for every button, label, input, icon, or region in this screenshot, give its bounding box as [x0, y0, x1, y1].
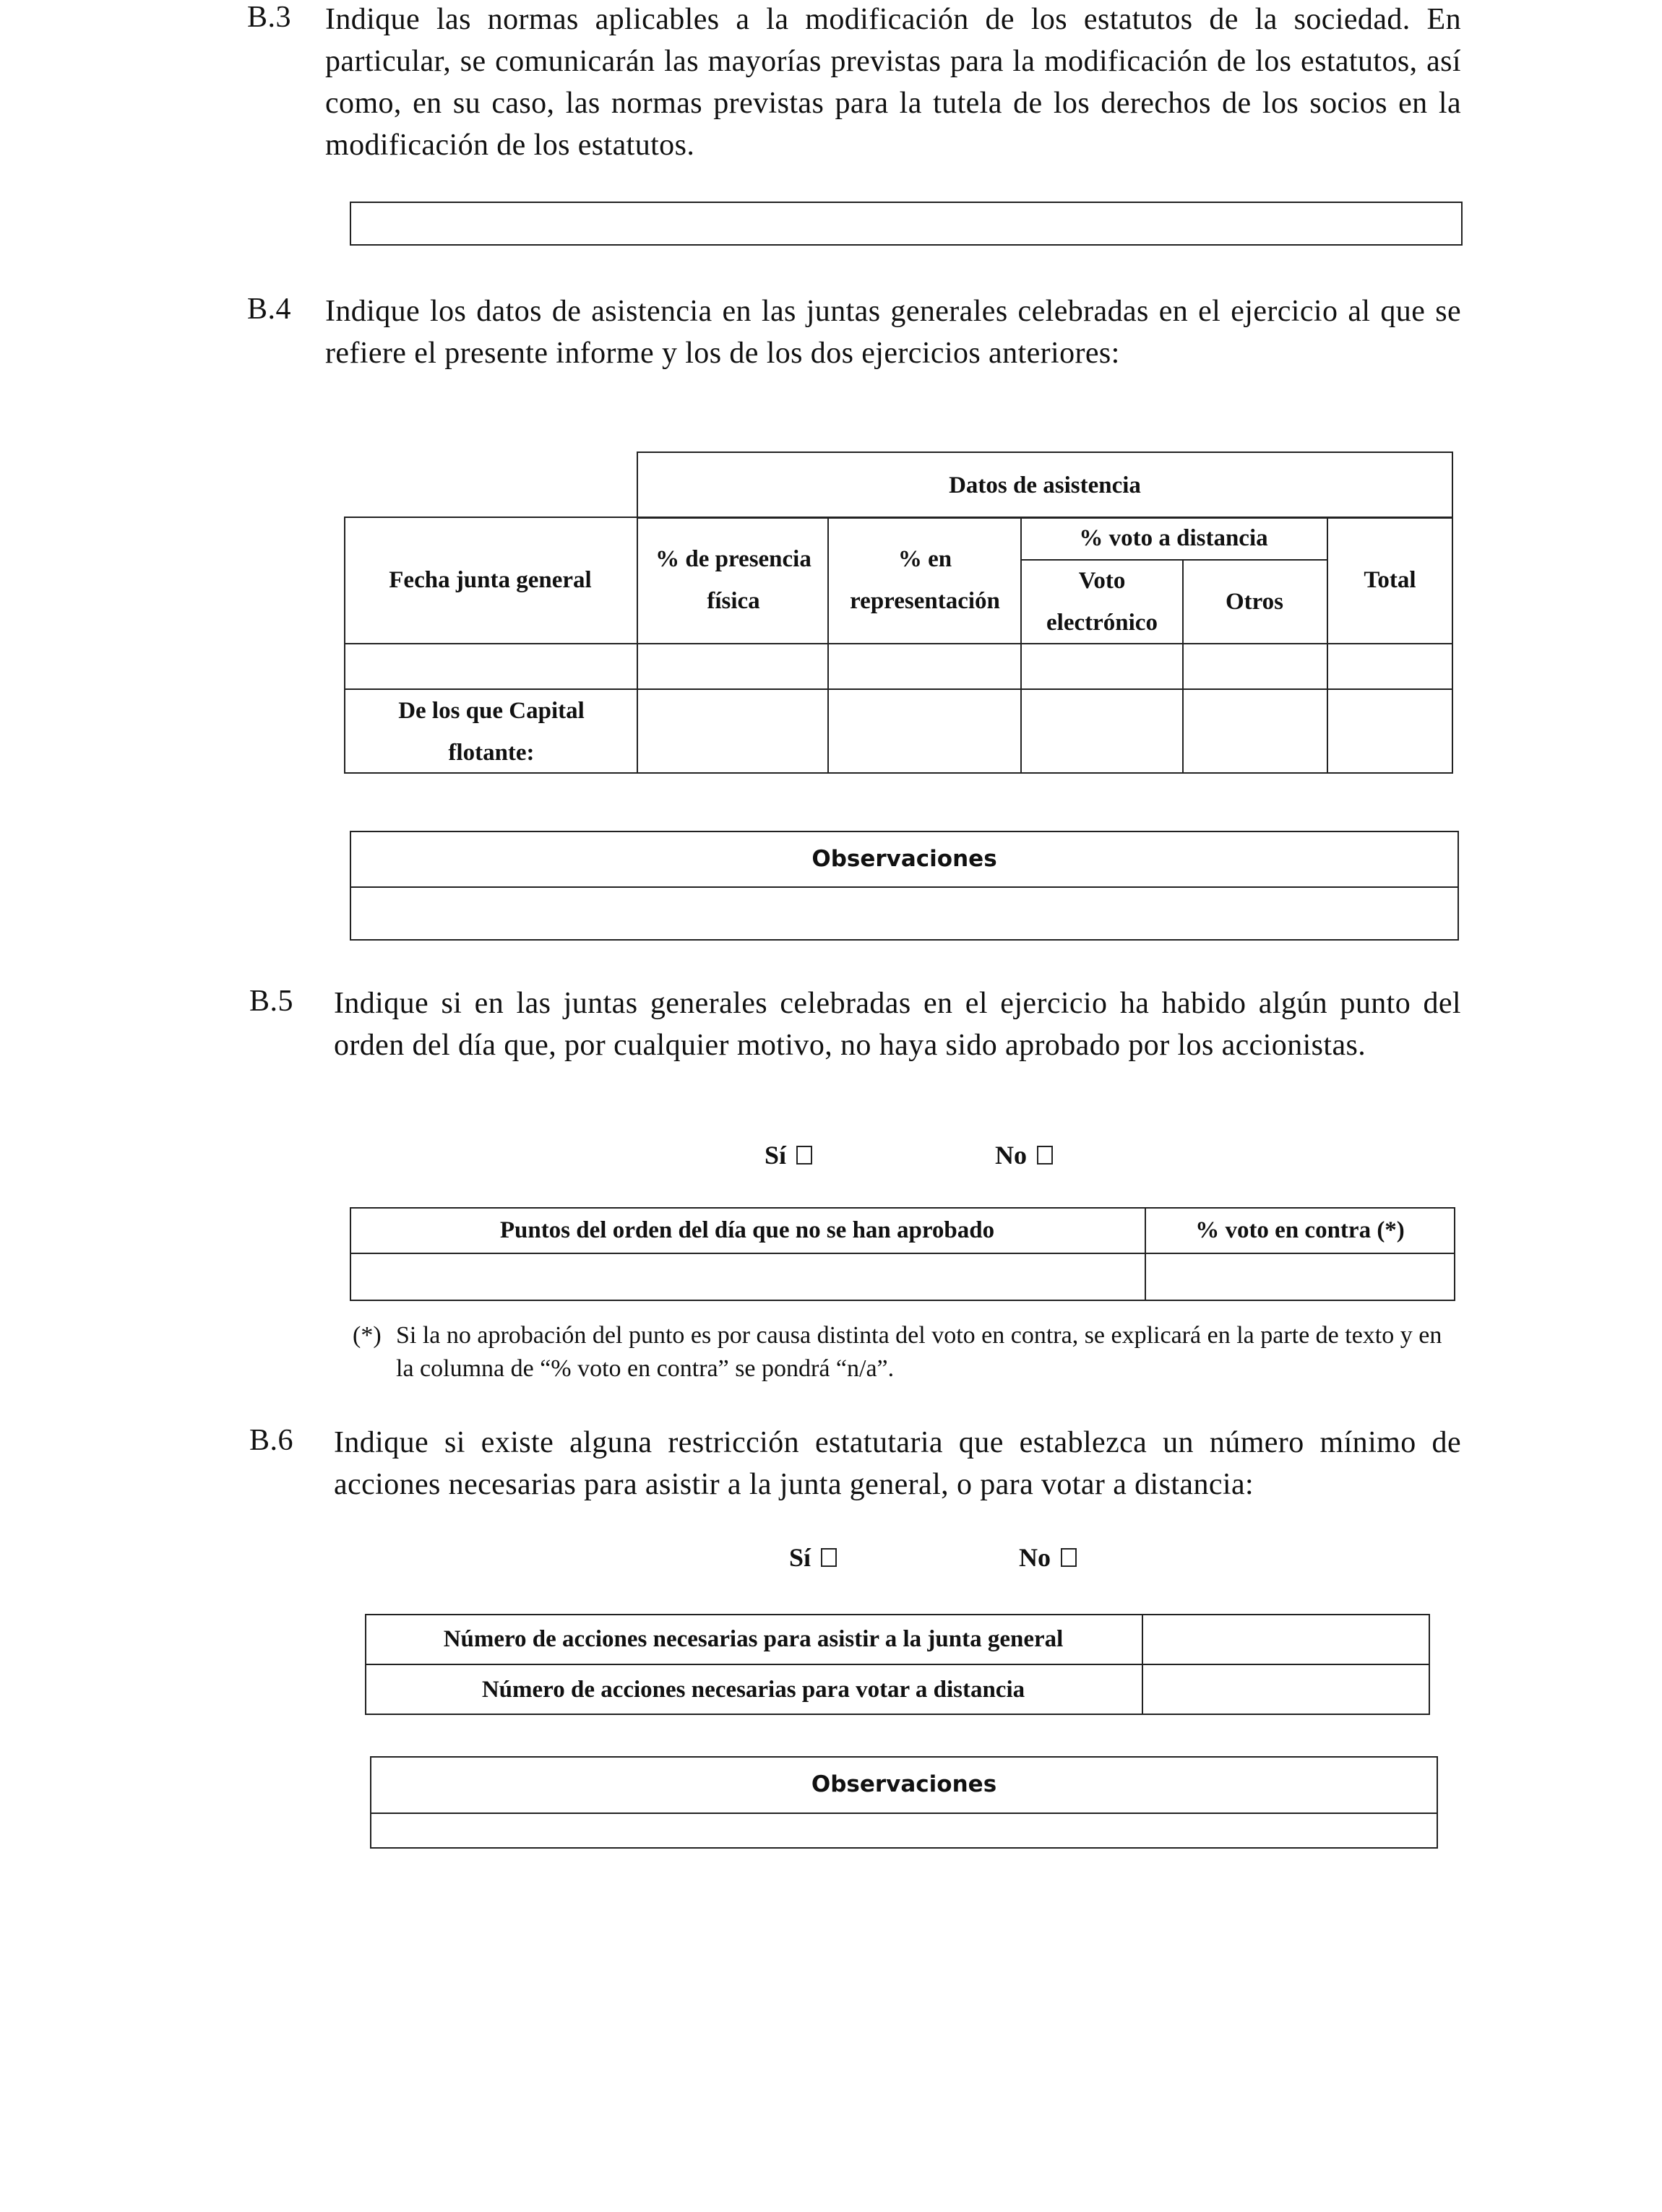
section-text-b3: Indique las normas aplicables a la modificación de los estatutos de la sociedad. En particular, se comunicarán las mayorías previstas para la modificación de los estatutos, así como, en su caso, las normas previstas para la tutela de los derechos de los socios en la modificación de los estatutos.: [325, 3, 1461, 162]
observaciones-input-b6[interactable]: [371, 1815, 1437, 1847]
cell-total[interactable]: [1328, 644, 1452, 687]
footnote-text: Si la no aprobación del punto es por causa distinta del voto en contra, se explicará en la parte de texto y en la columna de “% voto en contra” se pondrá “n/a”.: [396, 1322, 1442, 1382]
observaciones-divider: [350, 886, 1459, 888]
answer-box-b3[interactable]: [350, 202, 1463, 246]
section-code-b4: B.4: [247, 293, 292, 326]
option-si-label: Sí: [765, 1141, 787, 1170]
observaciones-input-b4[interactable]: [351, 889, 1458, 939]
option-no-b5[interactable]: [995, 1140, 1053, 1170]
checkbox-icon: [821, 1548, 837, 1567]
cell-cf-presencia[interactable]: [638, 690, 826, 772]
cell-cf-voto-electronico[interactable]: [1022, 690, 1181, 772]
col-divider: [1142, 1614, 1143, 1715]
section-code-b3: B.3: [247, 1, 292, 34]
row-acciones-asistir: Número de acciones necesarias para asistir a la junta general: [443, 1625, 1064, 1652]
section-text-b5: Indique si en las juntas generales celebradas en el ejercicio ha habido algún punto del orden del día que, por cualquier motivo, no haya sido aprobado por los accionistas.: [334, 987, 1461, 1062]
col-representacion: % en representación: [850, 545, 1000, 614]
col-otros: Otros: [1225, 589, 1284, 615]
col-total: Total: [1364, 566, 1416, 593]
footnote-mark: (*): [353, 1322, 382, 1349]
col-presencia-fisica: % de presencia física: [655, 545, 811, 614]
section-code-b5: B.5: [249, 985, 294, 1018]
section-text-b6: Indique si existe alguna restricción estatutaria que establezca un número mínimo de acciones necesarias para asistir a la junta general, o para votar a distancia:: [334, 1426, 1461, 1501]
cell-puntos[interactable]: [351, 1255, 1143, 1300]
observaciones-header-b6: Observaciones: [811, 1771, 997, 1797]
col-fecha-junta: Fecha junta general: [389, 566, 592, 593]
row-divider: [350, 1253, 1455, 1254]
row-capital-flotante: De los que Capital flotante:: [398, 698, 585, 766]
cell-voto-electronico[interactable]: [1022, 644, 1181, 687]
cell-presencia[interactable]: [638, 644, 826, 687]
attendance-group-header: Datos de asistencia: [949, 472, 1141, 498]
col-voto-contra: % voto en contra (*): [1195, 1217, 1405, 1243]
cell-voto-contra[interactable]: [1147, 1255, 1454, 1300]
option-no-label: No: [1019, 1543, 1051, 1572]
observaciones-divider: [370, 1813, 1438, 1814]
cell-cf-total[interactable]: [1328, 690, 1452, 772]
col-voto-distancia: % voto a distancia: [1079, 525, 1268, 551]
cell-fecha[interactable]: [345, 644, 635, 687]
cell-cf-representacion[interactable]: [829, 690, 1019, 772]
cell-acciones-asistir[interactable]: [1144, 1616, 1429, 1662]
checkbox-icon: [796, 1146, 812, 1165]
option-no-label: No: [995, 1141, 1027, 1170]
option-si-b5[interactable]: [765, 1140, 812, 1170]
option-si-b6[interactable]: [789, 1542, 837, 1573]
cell-acciones-votar[interactable]: [1144, 1666, 1429, 1714]
checkbox-icon: [1037, 1146, 1053, 1165]
checkbox-icon: [1061, 1548, 1077, 1567]
row-acciones-votar: Número de acciones necesarias para votar a distancia: [481, 1676, 1025, 1703]
cell-representacion[interactable]: [829, 644, 1019, 687]
col-voto-electronico: Voto electrónico: [1046, 568, 1158, 636]
option-no-b6[interactable]: [1019, 1542, 1077, 1573]
col-puntos: Puntos del orden del día que no se han aprobado: [499, 1217, 995, 1243]
observaciones-header-b4: Observaciones: [811, 845, 997, 872]
cell-cf-otros[interactable]: [1184, 690, 1325, 772]
cell-otros[interactable]: [1184, 644, 1325, 687]
section-code-b6: B.6: [249, 1424, 294, 1457]
option-si-label: Sí: [789, 1543, 811, 1572]
section-text-b4: Indique los datos de asistencia en las juntas generales celebradas en el ejercicio al que se refiere el presente informe y los de los dos ejercicios anteriores:: [325, 295, 1461, 370]
